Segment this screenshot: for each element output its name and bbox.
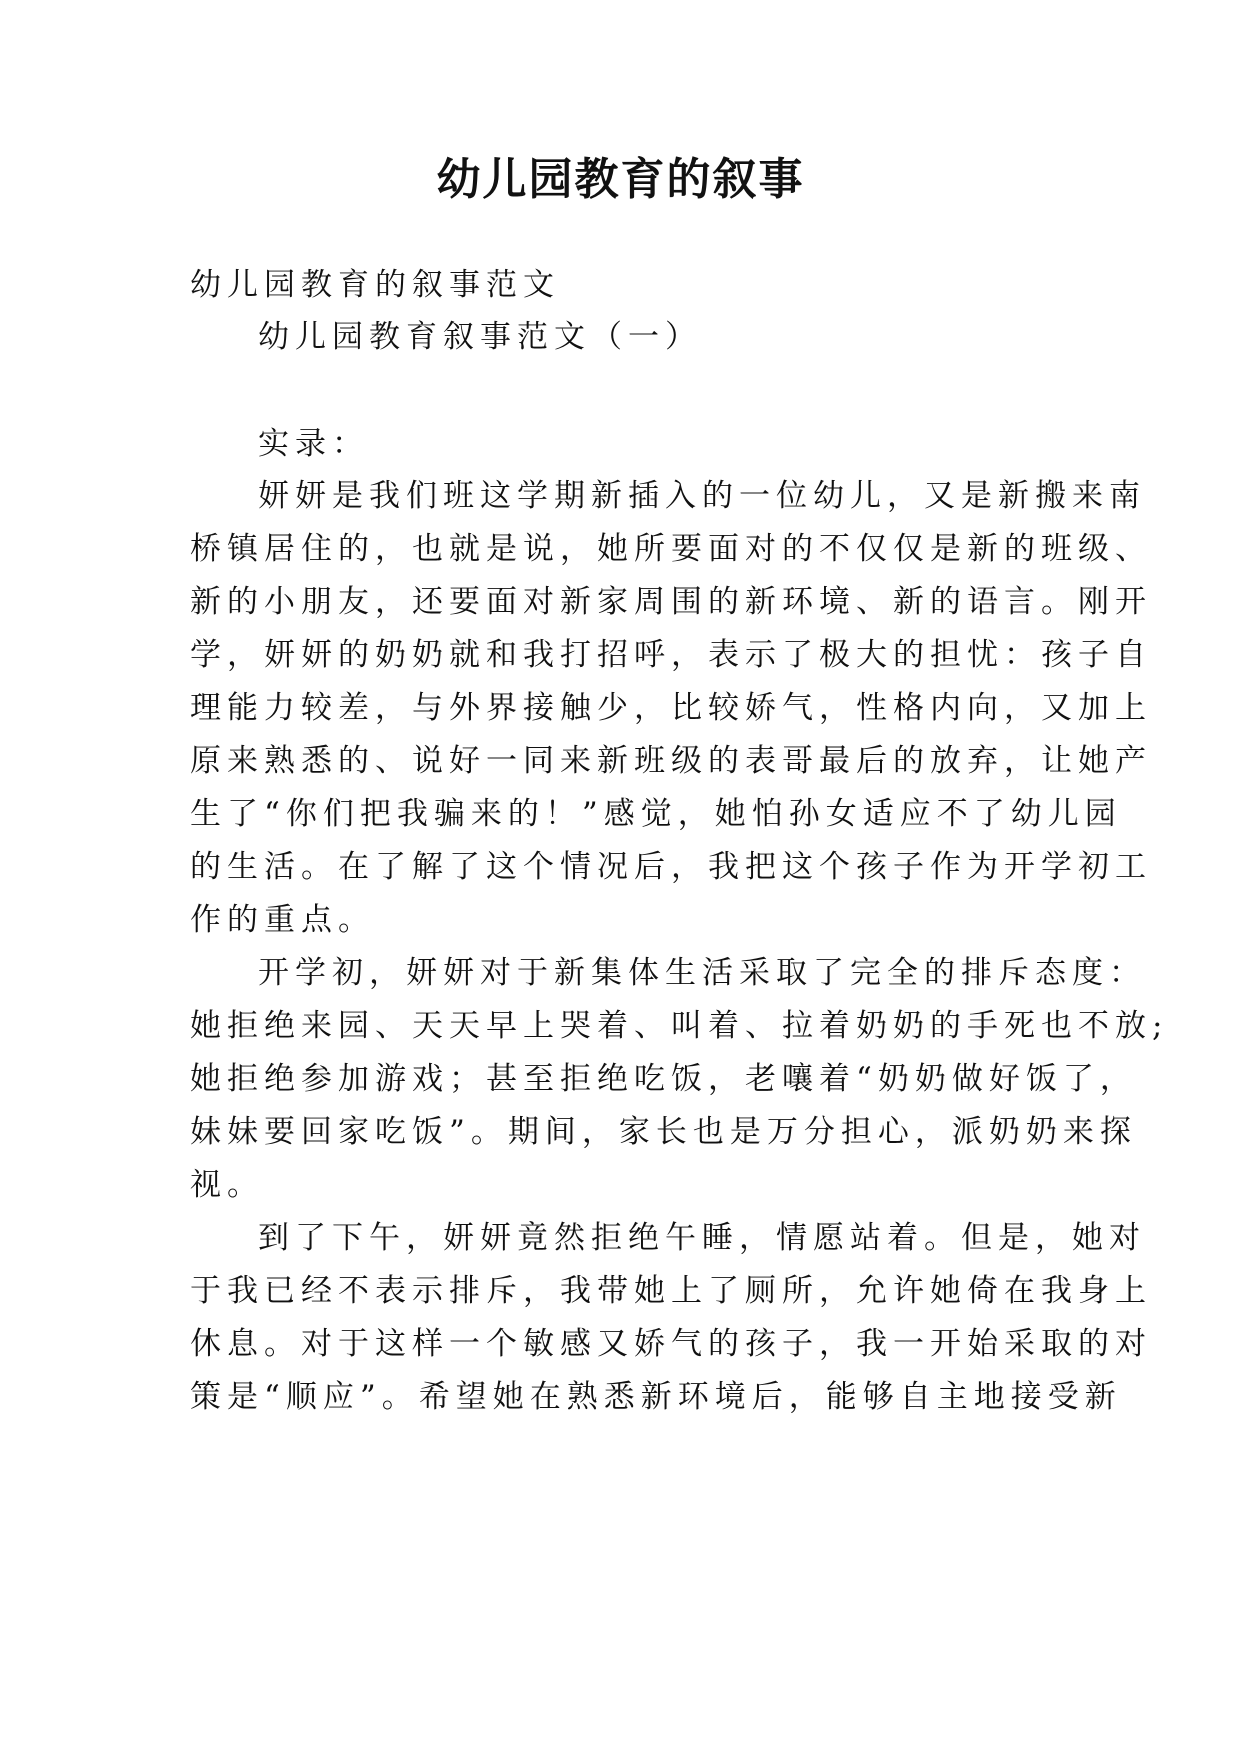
paragraph-line: 桥镇居住的，也就是说，她所要面对的不仅仅是新的班级、 <box>190 531 1152 567</box>
paragraph-line: 学，妍妍的奶奶就和我打招呼，表示了极大的担忧：孩子自 <box>190 637 1152 673</box>
section-heading: 幼儿园教育叙事范文（一） <box>258 319 702 355</box>
paragraph-line: 开学初，妍妍对于新集体生活采取了完全的排斥态度： <box>258 955 1146 991</box>
paragraph-line: 休息。对于这样一个敏感又娇气的孩子，我一开始采取的对 <box>190 1326 1152 1362</box>
paragraph-line: 她拒绝参加游戏；甚至拒绝吃饭，老嚷着“奶奶做好饭了， <box>190 1061 1137 1097</box>
paragraph-line: 的生活。在了解了这个情况后，我把这个孩子作为开学初工 <box>190 849 1152 885</box>
paragraph-line: 到了下午，妍妍竟然拒绝午睡，情愿站着。但是，她对 <box>258 1220 1146 1256</box>
paragraph-line: 她拒绝来园、天天早上哭着、叫着、拉着奶奶的手死也不放; <box>190 1008 1169 1044</box>
paragraph-line: 原来熟悉的、说好一同来新班级的表哥最后的放弃，让她产 <box>190 743 1152 779</box>
document-subtitle: 幼儿园教育的叙事范文 <box>190 267 560 303</box>
paragraph-line: 生了“你们把我骗来的！”感觉，她怕孙女适应不了幼儿园 <box>190 796 1122 832</box>
paragraph-line: 作的重点。 <box>190 902 375 938</box>
paragraph-line: 新的小朋友，还要面对新家周围的新环境、新的语言。刚开 <box>190 584 1152 620</box>
paragraph-line: 理能力较差，与外界接触少，比较娇气，性格内向，又加上 <box>190 690 1152 726</box>
paragraph-line: 于我已经不表示排斥，我带她上了厕所，允许她倚在我身上 <box>190 1273 1152 1309</box>
paragraph-line: 妹妹要回家吃饭”。期间，家长也是万分担心，派奶奶来探 <box>190 1114 1137 1150</box>
paragraph-line: 视。 <box>190 1167 264 1203</box>
paragraph-line: 妍妍是我们班这学期新插入的一位幼儿，又是新搬来南 <box>258 478 1146 514</box>
paragraph-line: 策是“顺应”。希望她在熟悉新环境后，能够自主地接受新 <box>190 1379 1122 1415</box>
record-label: 实录： <box>258 426 369 462</box>
document-title: 幼儿园教育的叙事 <box>436 154 805 205</box>
